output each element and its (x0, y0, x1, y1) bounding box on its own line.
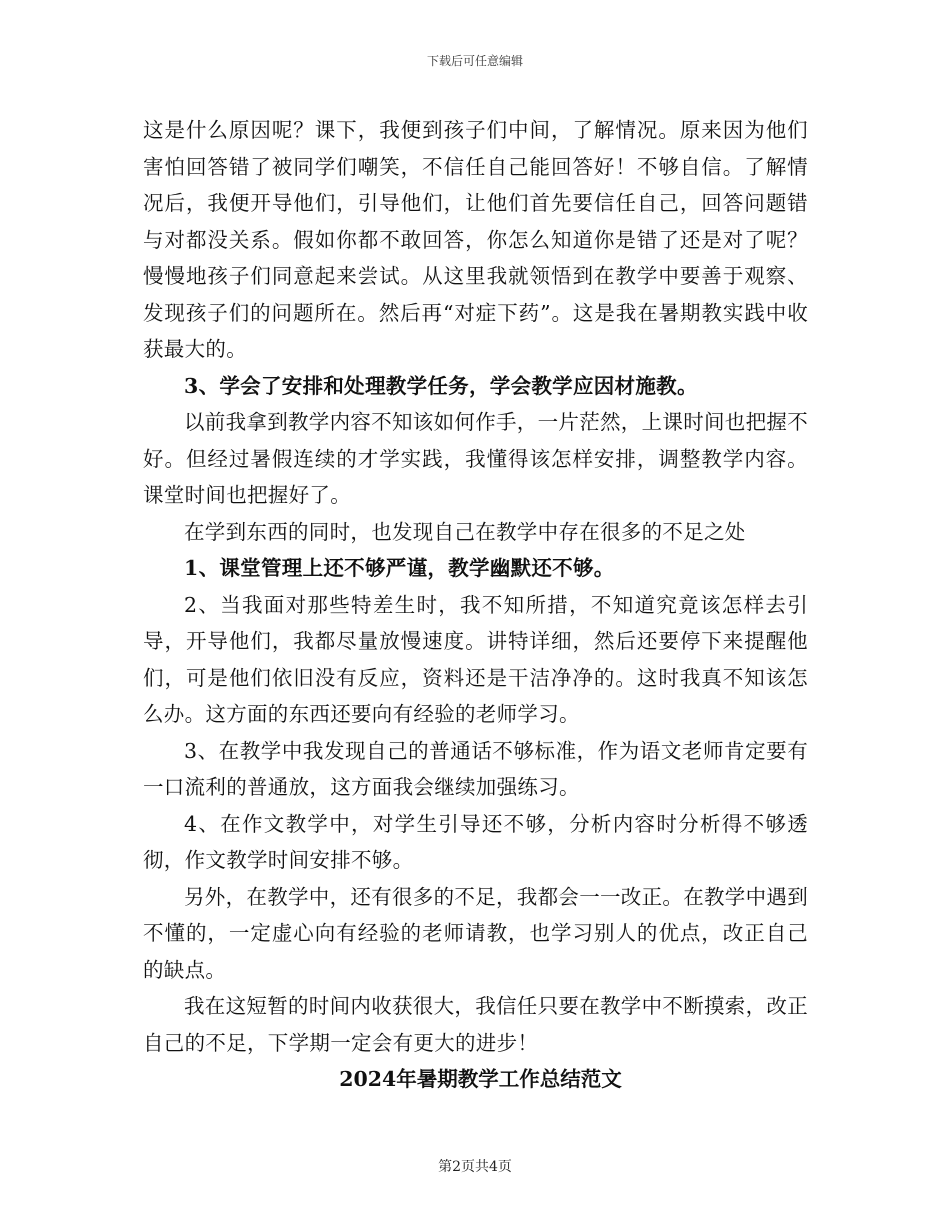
heading-point-3: 3、学会了安排和处理教学任务，学会教学应因材施教。 (184, 373, 698, 398)
page-header: 下载后可任意编辑 (426, 54, 523, 68)
paragraph-conclusion: 我在这短暂的时间内收获很大，我信任只要在教学中不断摸索，改正自己的不足，下学期一定会有更大的进步！ (143, 994, 808, 1055)
paragraph-shortcoming-3: 3、在教学中我发现自己的普通话不够标准，作为语文老师肯定要有一口流利的普通放，这方面我会继续加强练习。 (143, 738, 808, 799)
paragraph-planning: 以前我拿到教学内容不知该如何作手，一片茫然，上课时间也把握不好。但经过暑假连续的才学实践，我懂得该怎样安排，调整教学内容。课堂时间也把握好了。 (143, 410, 808, 507)
paragraph-reason: 这是什么原因呢？课下，我便到孩子们中间，了解情况。原来因为他们害怕回答错了被同学们嘲笑，不信任自己能回答好！不够自信。了解情况后，我便开导他们，引导他们，让他们首先要信任自己，回答问题错与对都没关系。假如你都不敢回答，你怎么知道你是错了还是对了呢？慢慢地孩子们同意起来尝试。从这里我就领悟到在教学中要善于观察、发现孩子们的问题所在。然后再“对症下药”。这是我在暑期教实践中收获最大的。 (143, 118, 808, 361)
page-footer: 第2页共4页 (438, 1159, 512, 1175)
heading-shortcoming-1: 1、课堂管理上还不够严谨，教学幽默还不够。 (184, 556, 615, 580)
paragraph-shortcomings-intro: 在学到东西的同时，也发现自己在教学中存在很多的不足之处 (184, 519, 746, 544)
paragraph-shortcoming-2: 2、当我面对那些特差生时，我不知所措，不知道究竟该怎样去引导，开导他们，我都尽量放慢速度。讲特详细，然后还要停下来提醒他们，可是他们依旧没有反应，资料还是干洁净净的。这时我真不知该怎么办。这方面的东西还要向有经验的老师学习。 (143, 592, 808, 726)
document-body (143, 112, 808, 1098)
paragraph-additional: 另外，在教学中，还有很多的不足，我都会一一改正。在教学中遇到不懂的，一定虚心向有经验的老师请教，也学习别人的优点，改正自己的缺点。 (143, 884, 808, 982)
paragraph-shortcoming-4: 4、在作文教学中，对学生引导还不够，分析内容时分析得不够透彻，作文教学时间安排不够。 (143, 811, 808, 872)
section-title: 2024年暑期教学工作总结范文 (339, 1067, 622, 1091)
